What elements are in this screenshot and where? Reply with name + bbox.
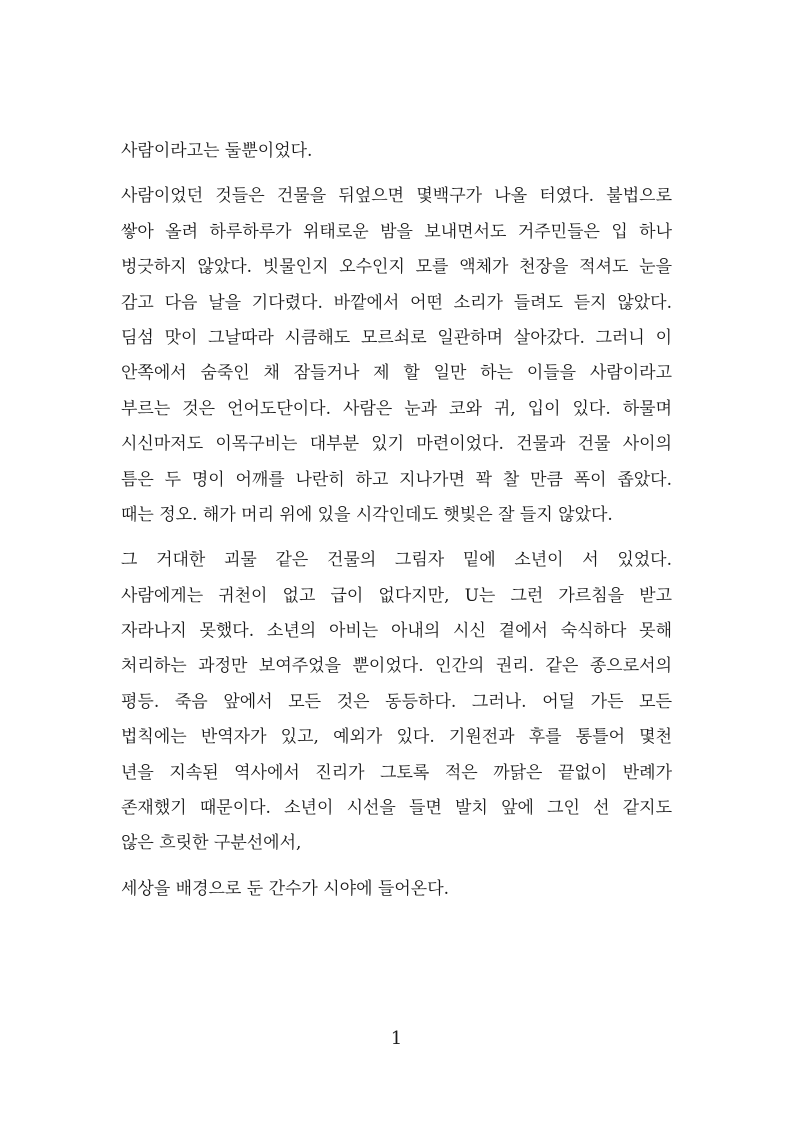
text-line: 않은 흐릿한 구분선에서, <box>121 833 302 854</box>
text-line: 사람에게는 귀천이 없고 급이 없다지만, U는 그런 가르침을 받고 <box>121 585 672 606</box>
text-line: 감고 다음 날을 기다렸다. 바깥에서 어떤 소리가 들려도 듣지 않았다. <box>121 292 672 313</box>
paragraph-4 <box>121 872 672 907</box>
body-text <box>121 134 672 917</box>
text-line: 평등. 죽음 앞에서 모든 것은 동등하다. 그러나. 어딜 가든 모든 <box>121 691 672 712</box>
text-line: 존재했기 때문이다. 소년이 시선을 들면 발치 앞에 그인 선 같지도 <box>121 798 672 819</box>
paragraph-2 <box>121 179 672 533</box>
page-number: 1 <box>390 1028 403 1049</box>
text-line: 법칙에는 반역자가 있고, 예외가 있다. 기원전과 후를 통틀어 몇천 <box>121 727 672 748</box>
text-line: 딤섬 맛이 그날따라 시큼해도 모르쇠로 일관하며 살아갔다. 그러니 이 <box>121 327 672 348</box>
text-line: 때는 정오. 해가 머리 위에 있을 시각인데도 햇빛은 잘 들지 않았다. <box>121 504 613 525</box>
text-line: 처리하는 과정만 보여주었을 뿐이었다. 인간의 권리. 같은 종으로서의 <box>121 656 672 677</box>
text-line: 안쪽에서 숨죽인 채 잠들거나 제 할 일만 하는 이들을 사람이라고 <box>121 363 672 384</box>
text-line: 그 거대한 괴물 같은 건물의 그림자 밑에 소년이 서 있었다. <box>121 550 672 571</box>
text-line: 사람이었던 것들은 건물을 뒤엎으면 몇백구가 나올 터였다. 불법으로 <box>121 186 672 207</box>
text-line: 벙긋하지 않았다. 빗물인지 오수인지 모를 액체가 천장을 적셔도 눈을 <box>121 257 672 278</box>
text-line: 자라나지 못했다. 소년의 아비는 아내의 시신 곁에서 숙식하다 못해 <box>121 621 672 642</box>
text-line: 년을 지속된 역사에서 진리가 그토록 적은 까닭은 끝없이 반례가 <box>121 762 672 783</box>
text-line: 부르는 것은 언어도단이다. 사람은 눈과 코와 귀, 입이 있다. 하물며 <box>121 398 672 419</box>
text-line: 시신마저도 이목구비는 대부분 있기 마련이었다. 건물과 건물 사이의 <box>121 434 672 455</box>
text-line: 쌓아 올려 하루하루가 위태로운 밤을 보내면서도 거주민들은 입 하나 <box>121 221 672 242</box>
text-line: 세상을 배경으로 둔 간수가 시야에 들어온다. <box>121 878 450 899</box>
text-line: 사람이라고는 둘뿐이었다. <box>121 141 313 161</box>
paragraph-3 <box>121 543 672 862</box>
text-line: 틈은 두 명이 어깨를 나란히 하고 지나가면 꽉 찰 만큼 폭이 좁았다. <box>121 469 672 490</box>
paragraph-1 <box>121 134 672 169</box>
